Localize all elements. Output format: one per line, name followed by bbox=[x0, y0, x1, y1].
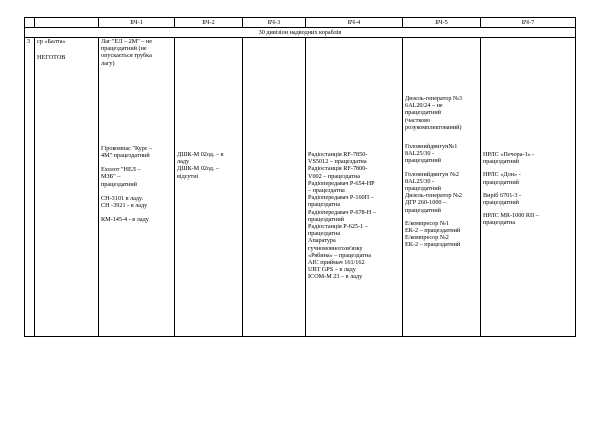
ship-name: ср «Балта» bbox=[37, 38, 66, 45]
bch5-item: Дизель-генератор №3 6AL20/24 – не працездатний (частково розукомплектований) bbox=[405, 95, 462, 131]
bch7-item: Виріб 6701-3 - працездатний bbox=[483, 191, 522, 207]
bch4-item: Апаратура гучномовногозв'язку «Рябина» – працездатна bbox=[308, 237, 372, 259]
bch1-cell bbox=[99, 38, 175, 337]
bch4-item: Радіопередавач Р-654-НР – працездатна bbox=[308, 179, 375, 195]
header-row bbox=[25, 18, 576, 28]
header-cell-bch4: БЧ-4 bbox=[306, 18, 403, 28]
header-cell-bch1: БЧ-1 bbox=[99, 18, 175, 28]
header-cell-bch5: БЧ-5 bbox=[403, 18, 481, 28]
bch4-item: ICOM-M 23 – в ладу bbox=[308, 273, 363, 281]
header-cell-bch3: БЧ-3 bbox=[243, 18, 306, 28]
bch7-item: НРЛС «Дон» - працездатний bbox=[483, 171, 521, 186]
bch4-item: АІС приймач 161/162 UBT GPS – в ладу bbox=[308, 259, 365, 274]
header-cell-ship bbox=[35, 18, 99, 28]
row-number-text: 3 bbox=[27, 38, 31, 45]
bch4-item: Радіопередавач Р-678-Н – працездатний bbox=[308, 208, 376, 223]
status-table bbox=[24, 17, 576, 337]
division-band-row bbox=[25, 28, 576, 38]
bch4-item: Радіостанція RF-7850- VS5012 – працездатна bbox=[308, 151, 368, 166]
bch1-item: Ехолот "НЕЛ – МЗБ" – працездатний bbox=[101, 166, 141, 188]
bch5-item: Е/компресор №1 ЕК-2 – працездатний bbox=[405, 219, 461, 235]
bch4-item: Радіостанція Р-625-1 – працездатна bbox=[308, 223, 368, 238]
bch7-item: НРЛС MR-1000 RII – працездатна bbox=[483, 212, 539, 227]
bch2-item: ДШК-М 02од. – в ладу bbox=[177, 151, 224, 166]
bch7-item: НРЛС «Печора-1» - працездатний bbox=[483, 151, 535, 166]
bch2-item: ДШК-М 02од. – відсутні bbox=[177, 165, 220, 180]
division-title: 30 дивізіон надводних кораблів bbox=[25, 28, 576, 38]
bch2-cell bbox=[175, 38, 243, 337]
ship-cell bbox=[35, 38, 99, 337]
bch1-item: Гірокомпас "Курс – 4М" працездатний bbox=[101, 144, 153, 160]
ship-status: НЕГОТОВ bbox=[37, 54, 66, 62]
bch1-item: Лаг "ЕЛ – 2М" – не працездатний (не опускається трубка лагу) bbox=[101, 38, 153, 67]
bch5-item: Е/компресор №2 ЕК-2 – працездатний bbox=[405, 234, 461, 249]
header-cell-num bbox=[25, 18, 35, 28]
bch5-item: Головнийдвигун№1 8AL25/30 - працездатний bbox=[405, 143, 458, 165]
bch4-item: Радіостанція RF-7800- V002 – працездатна bbox=[308, 165, 368, 180]
bch4-item: Радіопередавач Р-160П – працездатна bbox=[308, 194, 374, 209]
header-cell-bch2: БЧ-2 bbox=[175, 18, 243, 28]
header-cell-bch7: БЧ-7 bbox=[481, 18, 576, 28]
bch7-cell bbox=[481, 38, 576, 337]
bch3-cell bbox=[243, 38, 306, 337]
bch1-item: КМ-145-4 - в ладу bbox=[101, 216, 149, 224]
bch1-item: СН-3101 в ладу. СН -3921 - в ладу bbox=[101, 194, 148, 210]
bch5-item: Головнийдвигун №2 8AL25/30 - працездатний bbox=[405, 170, 459, 193]
bch5-cell bbox=[403, 38, 481, 337]
bch5-item: Дизель-генератор №2 ДГР 260-1000 – працездатний bbox=[405, 192, 462, 214]
ship-row bbox=[25, 38, 576, 337]
bch4-cell bbox=[306, 38, 403, 337]
row-number bbox=[25, 38, 35, 337]
